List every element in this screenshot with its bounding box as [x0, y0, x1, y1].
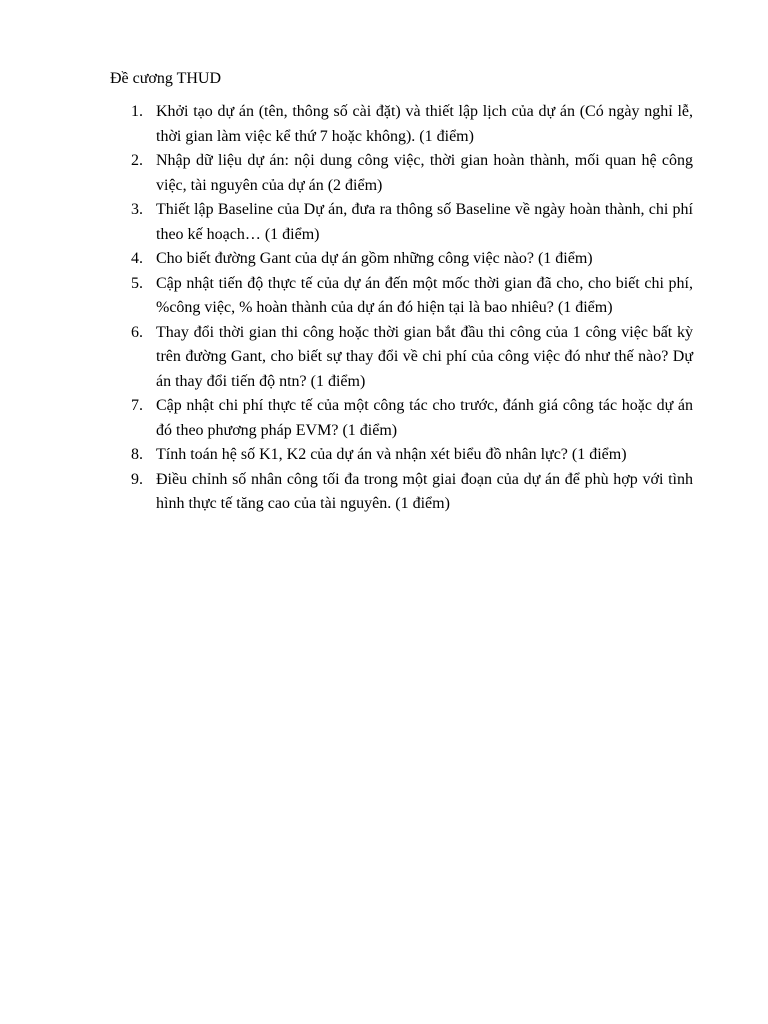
item-number: 2.: [131, 152, 143, 169]
item-number: 9.: [131, 470, 143, 488]
list-item: [131, 198, 693, 247]
document-title: Đề cương THUD: [110, 70, 222, 87]
item-text: Tính toán hệ số K1, K2 của dự án và nhận xét biểu đồ nhân lực? (1 điểm): [156, 446, 627, 463]
list-item: [131, 468, 693, 517]
outline-list: [131, 100, 693, 517]
item-number: 3.: [131, 201, 143, 218]
list-item: [131, 321, 693, 395]
item-text: Cho biết đường Gant của dự án gồm những công việc nào? (1 điểm): [156, 250, 593, 267]
item-number: 6.: [131, 323, 143, 341]
item-text: Nhập dữ liệu dự án: nội dung công việc, thời gian hoàn thành, mối quan hệ công việc, tài nguyên của dự án (2 điểm): [156, 152, 693, 194]
list-item: [131, 443, 693, 468]
list-item: [131, 272, 693, 321]
item-number: 8.: [131, 446, 143, 463]
item-text: Thiết lập Baseline của Dự án, đưa ra thông số Baseline về ngày hoàn thành, chi phí theo kế hoạch… (1 điểm): [156, 201, 693, 243]
list-item: [131, 149, 693, 198]
item-number: 4.: [131, 250, 143, 267]
item-number: 1.: [131, 103, 143, 120]
list-item: [131, 100, 693, 149]
item-text: Khởi tạo dự án (tên, thông số cài đặt) và thiết lập lịch của dự án (Có ngày nghỉ lễ, thời gian làm việc kể thứ 7 hoặc không). (1 điểm): [156, 103, 693, 145]
item-text: Thay đổi thời gian thi công hoặc thời gian bắt đầu thi công của 1 công việc bất kỳ trên đường Gant, cho biết sự thay đổi về chi phí của công việc đó như thế nào? Dự án thay đổi tiến độ ntn? (1 điểm): [156, 323, 693, 390]
item-text: Điều chỉnh số nhân công tối đa trong một giai đoạn của dự án để phù hợp với tình hình thực tế tăng cao của tài nguyên. (1 điểm): [156, 470, 693, 512]
item-number: 5.: [131, 274, 143, 292]
item-text: Cập nhật chi phí thực tế của một công tác cho trước, đánh giá công tác hoặc dự án đó theo phương pháp EVM? (1 điểm): [156, 397, 693, 439]
item-number: 7.: [131, 397, 143, 414]
item-text: Cập nhật tiến độ thực tế của dự án đến một mốc thời gian đã cho, cho biết chi phí, %công việc, % hoàn thành của dự án đó hiện tại là bao nhiêu? (1 điểm): [156, 274, 693, 316]
list-item: [131, 394, 693, 443]
list-item: [131, 247, 693, 272]
